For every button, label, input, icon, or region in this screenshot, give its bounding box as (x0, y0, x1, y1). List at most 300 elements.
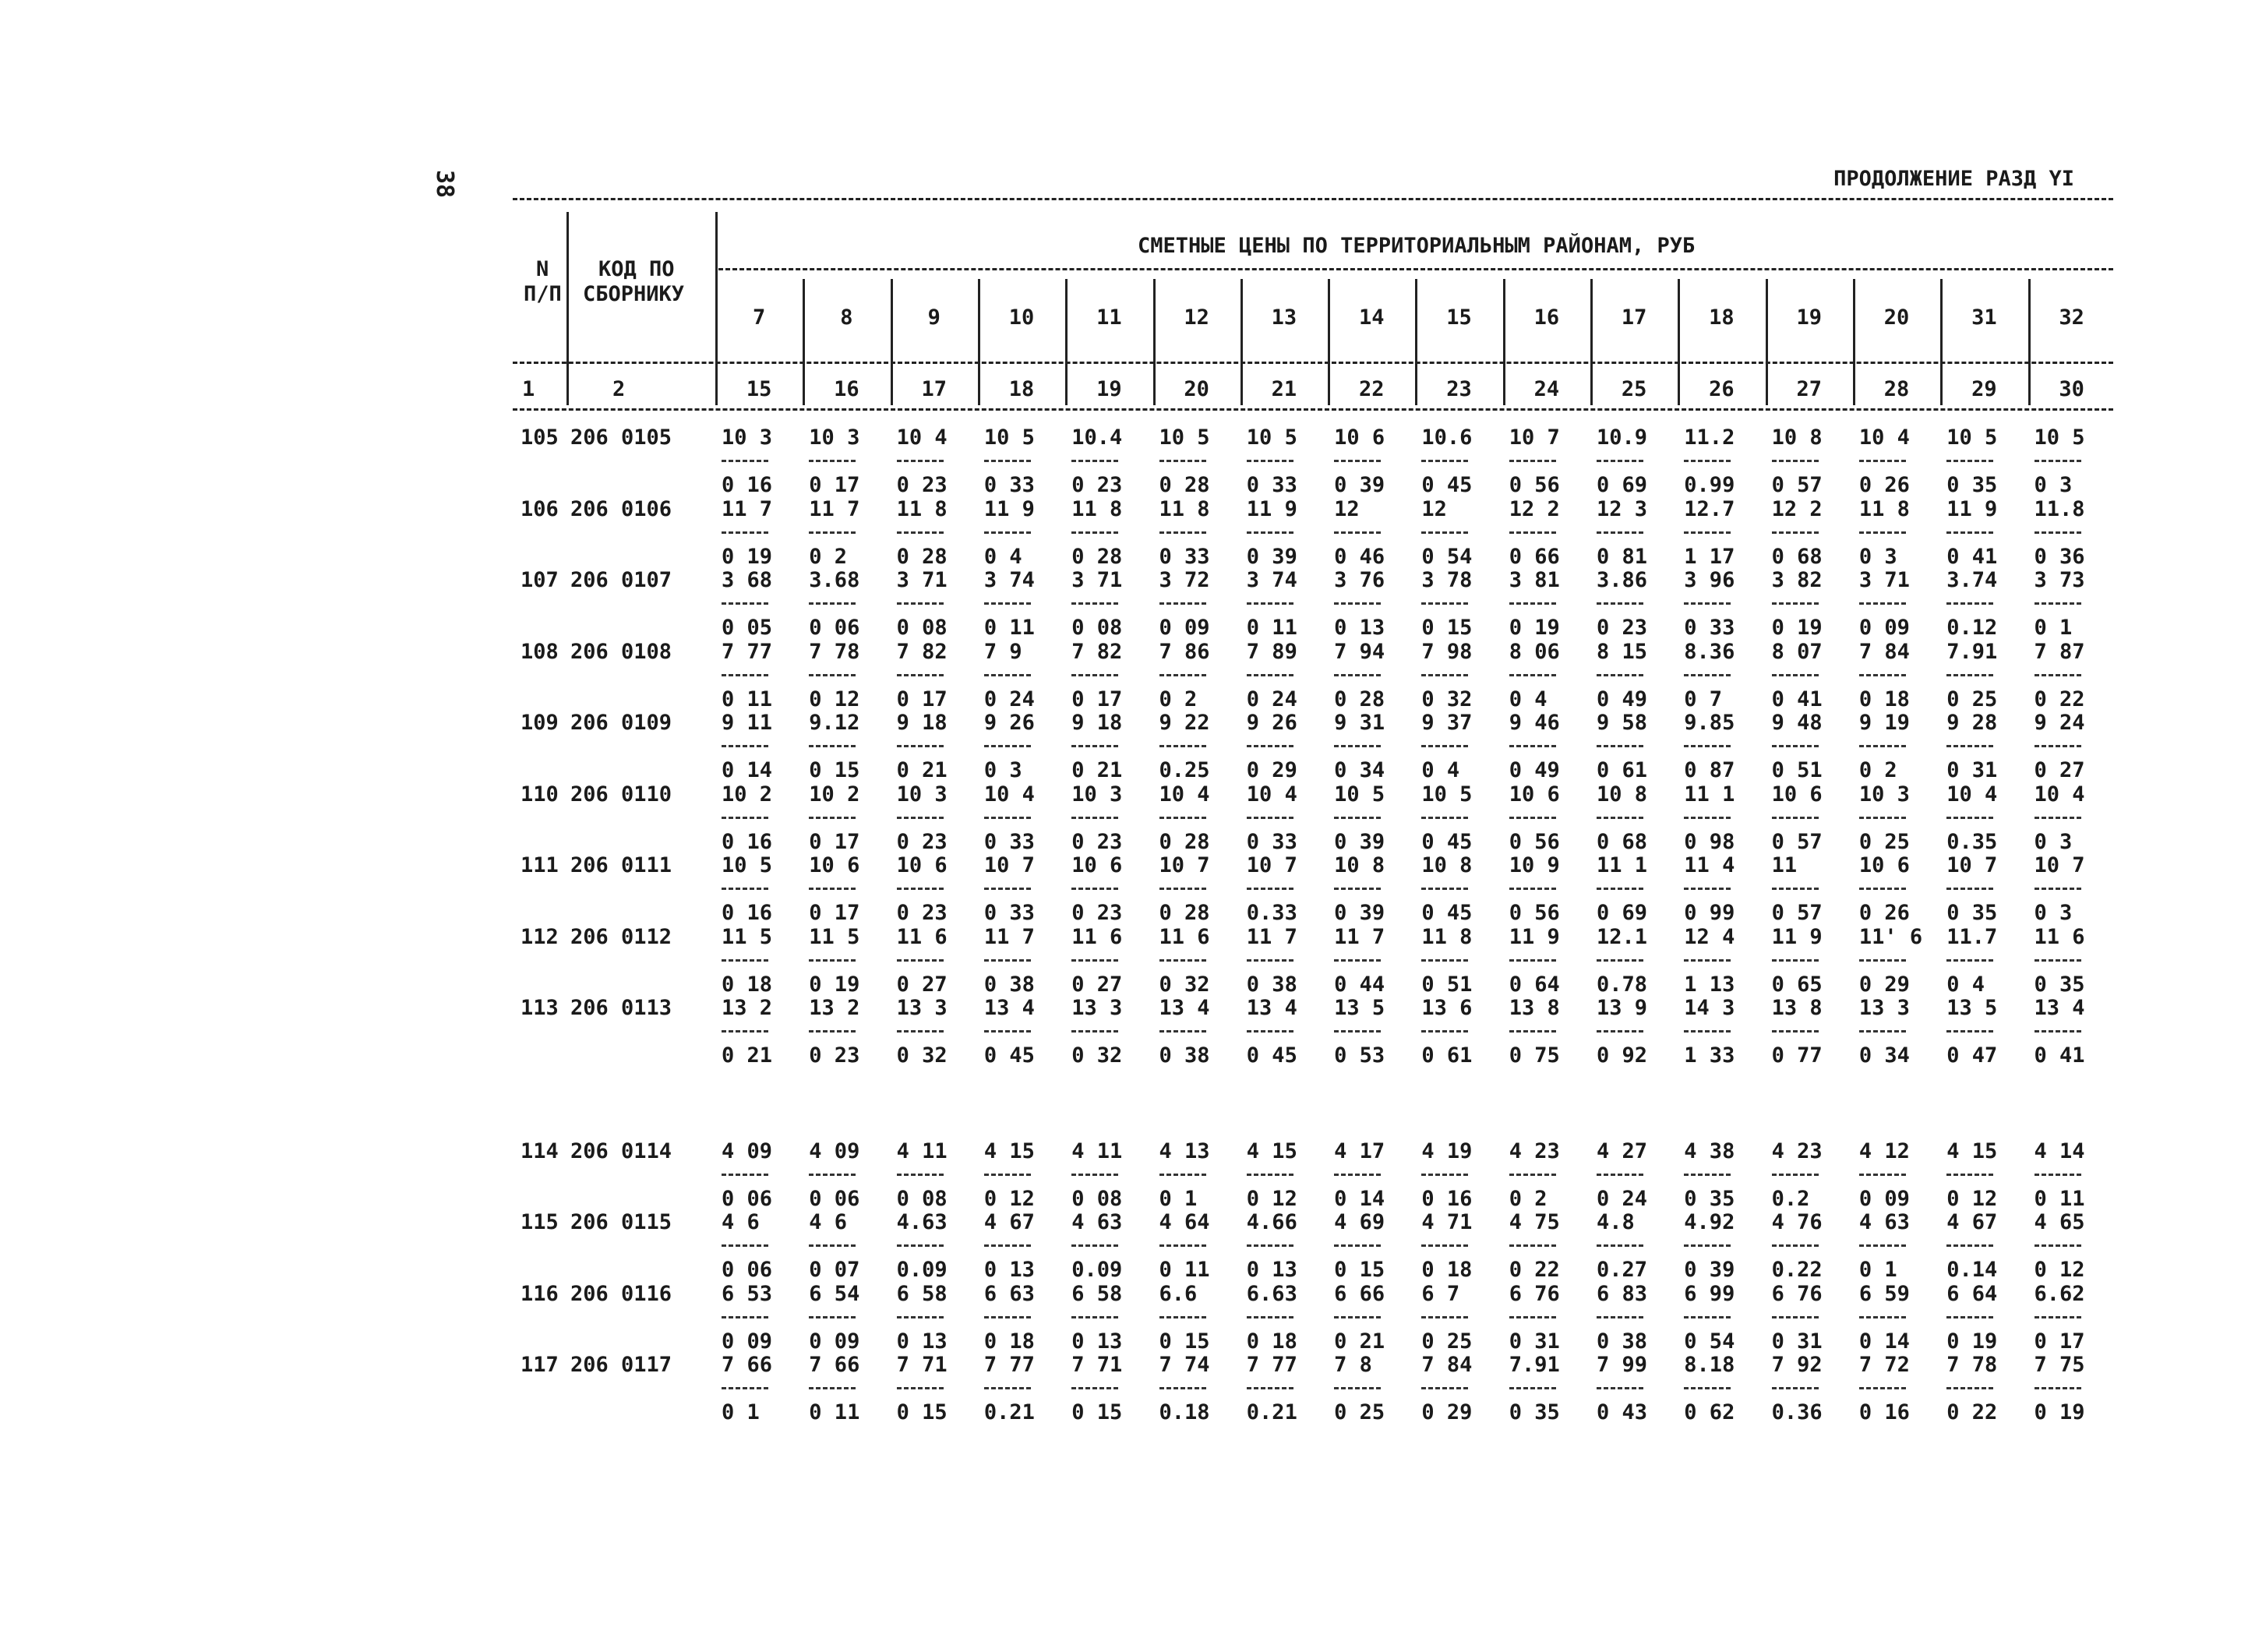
fraction-line (1334, 1316, 1381, 1318)
labor-value: 0 57 (1771, 901, 1823, 925)
labor-value: 0 09 (1858, 616, 1910, 640)
fraction-line (1772, 959, 1819, 962)
fraction-line (1684, 531, 1731, 534)
fraction-line (897, 1030, 944, 1032)
fraction-line (1334, 1244, 1381, 1247)
fraction-line (1859, 1244, 1906, 1247)
labor-value: 0 21 (722, 1043, 773, 1068)
fraction-line (984, 1174, 1031, 1176)
labor-value: 0 35 (1684, 1186, 1735, 1211)
price-value: 8 06 (1509, 639, 1560, 664)
price-value: 7 86 (1159, 639, 1210, 664)
price-value: 7 92 (1771, 1353, 1823, 1377)
price-value: 13 5 (1334, 996, 1385, 1020)
column-divider (2028, 279, 2031, 405)
labor-value: 0 16 (1421, 1186, 1473, 1211)
labor-value: 0.2 (1771, 1186, 1810, 1211)
labor-value: 0 09 (722, 1329, 773, 1354)
labor-value: 0 29 (1858, 972, 1910, 997)
fraction-line (1859, 1316, 1906, 1318)
price-value: 11 (1771, 853, 1798, 877)
fraction-line (1684, 1030, 1731, 1032)
fraction-line (1509, 1244, 1556, 1247)
price-value: 4 14 (2034, 1138, 2085, 1163)
price-value: 3.86 (1597, 568, 1648, 592)
fraction-line (2035, 531, 2081, 534)
labor-value: 0 51 (1771, 758, 1823, 782)
price-value: 7 99 (1597, 1353, 1648, 1377)
labor-value: 0 45 (1421, 473, 1473, 497)
fraction-line (1772, 531, 1819, 534)
labor-value: 0 23 (896, 473, 948, 497)
fraction-line (1772, 1316, 1819, 1318)
price-value: 12 4 (1684, 924, 1735, 949)
price-value: 4.8 (1597, 1210, 1635, 1234)
column-divider (1065, 279, 1068, 405)
labor-value: 0 69 (1597, 473, 1648, 497)
fraction-line (1597, 1030, 1643, 1032)
labor-value: 0 15 (809, 758, 860, 782)
fraction-line (1247, 602, 1293, 605)
labor-value: 0 08 (1071, 1186, 1123, 1211)
column-number: 23 (1446, 377, 1472, 401)
price-value: 7 82 (1071, 639, 1123, 664)
labor-value: 0 62 (1684, 1400, 1735, 1424)
price-value: 7 66 (809, 1353, 860, 1377)
price-value: 10 3 (1071, 782, 1123, 807)
labor-value: 0 35 (1946, 901, 1998, 925)
labor-value: 0 38 (1159, 1043, 1210, 1068)
price-value: 10 8 (1334, 853, 1385, 877)
price-value: 7 78 (1946, 1353, 1998, 1377)
price-value: 6 64 (1946, 1281, 1998, 1306)
fraction-line (1421, 460, 1468, 462)
row-code: 206 0113 (570, 996, 672, 1020)
fraction-line (2035, 1174, 2081, 1176)
price-value: 11 7 (809, 496, 860, 521)
price-value: 12 (1334, 496, 1360, 521)
price-value: 11 1 (1597, 853, 1648, 877)
labor-value: 0 16 (722, 829, 773, 854)
labor-value: 0 49 (1597, 687, 1648, 711)
column-divider (1766, 279, 1768, 405)
labor-value: 0 28 (1159, 829, 1210, 854)
labor-value: 0.36 (1771, 1400, 1823, 1424)
fraction-line (1334, 674, 1381, 676)
column-divider (566, 212, 569, 405)
price-value: 4 6 (722, 1210, 760, 1234)
fraction-line (1859, 888, 1906, 890)
price-value: 7 98 (1421, 639, 1473, 664)
labor-value: 0.14 (1946, 1258, 1998, 1282)
price-value: 10 2 (809, 782, 860, 807)
labor-value: 0 4 (1421, 758, 1460, 782)
price-value: 7 9 (983, 639, 1022, 664)
fraction-line (1859, 1030, 1906, 1032)
fraction-line (1509, 745, 1556, 747)
labor-value: 0 4 (1509, 687, 1548, 711)
fraction-line (1946, 745, 1993, 747)
price-value: 7 77 (722, 639, 773, 664)
price-value: 3 72 (1159, 568, 1210, 592)
fraction-line (809, 602, 856, 605)
fraction-line (1597, 602, 1643, 605)
labor-value: 0 06 (809, 1186, 860, 1211)
fraction-line (1946, 460, 1993, 462)
fraction-line (1334, 531, 1381, 534)
labor-value: 0 2 (809, 544, 848, 569)
labor-value: 0 68 (1597, 829, 1648, 854)
price-value: 10 8 (1771, 425, 1823, 450)
price-value: 6 58 (1071, 1281, 1123, 1306)
price-value: 10 4 (896, 425, 948, 450)
price-value: 3 73 (2034, 568, 2085, 592)
fraction-line (1946, 1387, 1993, 1389)
column-number: 29 (1971, 377, 1997, 401)
labor-value: 0 39 (1334, 829, 1385, 854)
fraction-line (1597, 1316, 1643, 1318)
labor-value: 0 28 (1159, 901, 1210, 925)
fraction-line (1684, 745, 1731, 747)
labor-value: 0 35 (1946, 473, 1998, 497)
price-value: 13 3 (1858, 996, 1910, 1020)
fraction-line (2035, 460, 2081, 462)
labor-value: 0 24 (1246, 687, 1297, 711)
labor-value: 0 15 (1334, 1258, 1385, 1282)
price-value: 11 1 (1684, 782, 1735, 807)
fraction-line (2035, 1316, 2081, 1318)
labor-value: 0 22 (1946, 1400, 1998, 1424)
labor-value: 0 07 (809, 1258, 860, 1282)
fraction-line (1509, 888, 1556, 890)
price-value: 10 4 (2034, 782, 2085, 807)
price-value: 10 5 (1159, 425, 1210, 450)
fraction-line (1684, 1316, 1731, 1318)
price-value: 8 15 (1597, 639, 1648, 664)
fraction-line (1247, 888, 1293, 890)
fraction-line (809, 674, 856, 676)
labor-value: 0 32 (1071, 1043, 1123, 1068)
column-divider (978, 279, 980, 405)
column-divider (1503, 279, 1505, 405)
labor-value: 0 24 (983, 687, 1035, 711)
fraction-line (1071, 1316, 1118, 1318)
labor-value: 0 61 (1421, 1043, 1473, 1068)
fraction-line (897, 745, 944, 747)
price-value: 6 63 (983, 1281, 1035, 1306)
fraction-line (1247, 817, 1293, 819)
price-value: 6 58 (896, 1281, 948, 1306)
labor-value: 0 05 (722, 616, 773, 640)
price-value: 7 82 (896, 639, 948, 664)
fraction-line (1772, 674, 1819, 676)
column-number: 15 (746, 377, 772, 401)
price-value: 7 78 (809, 639, 860, 664)
price-value: 10 4 (1946, 782, 1998, 807)
labor-value: 0 17 (809, 901, 860, 925)
row-number: 115 (521, 1210, 559, 1234)
fraction-line (1334, 1387, 1381, 1389)
labor-value: 0 17 (2034, 1329, 2085, 1354)
labor-value: 0 23 (1071, 901, 1123, 925)
fraction-line (1684, 888, 1731, 890)
fraction-line (2035, 1387, 2081, 1389)
fraction-line (1334, 817, 1381, 819)
price-value: 10 9 (1509, 853, 1560, 877)
column-number: 17 (921, 377, 947, 401)
labor-value: 0 11 (809, 1400, 860, 1424)
labor-value: 0 34 (1334, 758, 1385, 782)
price-value: 8.36 (1684, 639, 1735, 664)
price-value: 11 9 (1771, 924, 1823, 949)
labor-value: 0 13 (1246, 1258, 1297, 1282)
fraction-line (1071, 888, 1118, 890)
labor-value: 0 25 (1421, 1329, 1473, 1354)
labor-value: 0.78 (1597, 972, 1648, 997)
labor-value: 0.12 (1946, 616, 1998, 640)
fraction-line (984, 745, 1031, 747)
price-value: 11 6 (1159, 924, 1210, 949)
district-header: 14 (1358, 305, 1385, 330)
labor-value: 0 29 (1421, 1400, 1473, 1424)
labor-value: 0 22 (1509, 1258, 1560, 1282)
labor-value: 0 53 (1334, 1043, 1385, 1068)
labor-value: 0.09 (1071, 1258, 1123, 1282)
fraction-line (1421, 1030, 1468, 1032)
labor-value: 0 28 (1159, 473, 1210, 497)
price-value: 9 58 (1597, 711, 1648, 735)
labor-value: 0 3 (2034, 901, 2073, 925)
price-value: 4 19 (1421, 1138, 1473, 1163)
price-value: 9 24 (2034, 711, 2085, 735)
header-group-title: СМЕТНЫЕ ЦЕНЫ ПО ТЕРРИТОРИАЛЬНЫМ РАЙОНАМ, РУБ (1138, 234, 1696, 258)
fraction-line (1597, 674, 1643, 676)
labor-value: 0 33 (1246, 473, 1297, 497)
price-value: 9 46 (1509, 711, 1560, 735)
price-value: 4 63 (1071, 1210, 1123, 1234)
labor-value: 0 46 (1334, 544, 1385, 569)
price-value: 10 5 (1946, 425, 1998, 450)
labor-value: 0 41 (2034, 1043, 2085, 1068)
fraction-line (722, 888, 768, 890)
price-value: 4 09 (809, 1138, 860, 1163)
labor-value: 0 11 (983, 616, 1035, 640)
labor-value: 0 19 (809, 972, 860, 997)
fraction-line (722, 817, 768, 819)
header-colnum-1: 1 (522, 377, 535, 401)
fraction-line (1421, 1244, 1468, 1247)
fraction-line (897, 1244, 944, 1247)
fraction-line (1334, 745, 1381, 747)
price-value: 7.91 (1509, 1353, 1560, 1377)
labor-value: 0 12 (1946, 1186, 1998, 1211)
price-value: 3 82 (1771, 568, 1823, 592)
fraction-line (897, 1387, 944, 1389)
price-value: 6 76 (1509, 1281, 1560, 1306)
fraction-line (1859, 959, 1906, 962)
price-value: 11.2 (1684, 425, 1735, 450)
fraction-line (722, 1387, 768, 1389)
price-value: 4 69 (1334, 1210, 1385, 1234)
price-value: 11 8 (1858, 496, 1910, 521)
column-divider (1590, 279, 1593, 405)
fraction-line (897, 674, 944, 676)
fraction-line (1159, 1387, 1206, 1389)
labor-value: 0 1 (722, 1400, 760, 1424)
price-value: 6.63 (1246, 1281, 1297, 1306)
price-value: 9 31 (1334, 711, 1385, 735)
labor-value: 0.99 (1684, 473, 1735, 497)
labor-value: 0 17 (809, 829, 860, 854)
price-value: 10 4 (1858, 425, 1910, 450)
fraction-line (897, 888, 944, 890)
price-value: 9.12 (809, 711, 860, 735)
fraction-line (1859, 1174, 1906, 1176)
labor-value: 0 18 (983, 1329, 1035, 1354)
price-value: 10 6 (896, 853, 948, 877)
fraction-line (1946, 674, 1993, 676)
column-divider (1328, 279, 1330, 405)
price-value: 11 7 (983, 924, 1035, 949)
fraction-line (1597, 888, 1643, 890)
price-value: 9 18 (1071, 711, 1123, 735)
price-value: 3 78 (1421, 568, 1473, 592)
fraction-line (722, 959, 768, 962)
row-code: 206 0111 (570, 853, 672, 877)
header-top-rule (513, 198, 2113, 200)
fraction-line (1071, 1030, 1118, 1032)
fraction-line (2035, 674, 2081, 676)
fraction-line (1421, 1316, 1468, 1318)
labor-value: 0 49 (1509, 758, 1560, 782)
fraction-line (1772, 888, 1819, 890)
fraction-line (1684, 817, 1731, 819)
fraction-line (1597, 1244, 1643, 1247)
fraction-line (722, 1030, 768, 1032)
row-number: 113 (521, 996, 559, 1020)
labor-value: 0 92 (1597, 1043, 1648, 1068)
fraction-line (1859, 1387, 1906, 1389)
fraction-line (1159, 1174, 1206, 1176)
fraction-line (1772, 745, 1819, 747)
fraction-line (1159, 602, 1206, 605)
fraction-line (1421, 817, 1468, 819)
price-value: 4 63 (1858, 1210, 1910, 1234)
price-value: 4.66 (1246, 1210, 1297, 1234)
fraction-line (1071, 460, 1118, 462)
price-value: 11 8 (1071, 496, 1123, 521)
fraction-line (809, 1174, 856, 1176)
labor-value: 0 06 (722, 1186, 773, 1211)
group-rule (718, 268, 2113, 270)
price-value: 11' 6 (1858, 924, 1923, 949)
price-value: 11 8 (896, 496, 948, 521)
district-header: 19 (1796, 305, 1822, 330)
labor-value: 0 28 (896, 544, 948, 569)
price-value: 10 7 (1159, 853, 1210, 877)
fraction-line (1247, 674, 1293, 676)
column-divider (891, 279, 893, 405)
labor-value: 0 57 (1771, 473, 1823, 497)
column-divider (1240, 279, 1243, 405)
labor-value: 0 19 (2034, 1400, 2085, 1424)
labor-value: 0 23 (1071, 829, 1123, 854)
price-value: 10 7 (1509, 425, 1560, 450)
column-number: 25 (1621, 377, 1647, 401)
price-value: 11.8 (2034, 496, 2085, 521)
price-value: 11 7 (722, 496, 773, 521)
fraction-line (1772, 602, 1819, 605)
fraction-line (1859, 745, 1906, 747)
column-number: 16 (834, 377, 859, 401)
row-number: 117 (521, 1353, 559, 1377)
fraction-line (722, 602, 768, 605)
fraction-line (1772, 1174, 1819, 1176)
price-value: 6 7 (1421, 1281, 1460, 1306)
labor-value: 0 17 (896, 687, 948, 711)
labor-value: 0 09 (809, 1329, 860, 1354)
price-value: 3 74 (983, 568, 1035, 592)
fraction-line (1247, 1244, 1293, 1247)
district-header: 32 (2059, 305, 2084, 330)
labor-value: 0 16 (722, 901, 773, 925)
price-value: 10 5 (722, 853, 773, 877)
fraction-line (1509, 1174, 1556, 1176)
price-value: 9 18 (896, 711, 948, 735)
labor-value: 0 31 (1946, 758, 1998, 782)
column-number: 26 (1709, 377, 1735, 401)
price-value: 3.74 (1946, 568, 1998, 592)
labor-value: 0.25 (1159, 758, 1210, 782)
price-value: 12 2 (1771, 496, 1823, 521)
price-value: 4 23 (1771, 1138, 1823, 1163)
price-value: 3 71 (1071, 568, 1123, 592)
price-value: 8.18 (1684, 1353, 1735, 1377)
labor-value: 0 23 (896, 829, 948, 854)
price-value: 6 53 (722, 1281, 773, 1306)
labor-value: 0 25 (1946, 687, 1998, 711)
fraction-line (1597, 460, 1643, 462)
price-value: 11 7 (1246, 924, 1297, 949)
price-value: 10 6 (1858, 853, 1910, 877)
fraction-line (1159, 1030, 1206, 1032)
fraction-line (1946, 1316, 1993, 1318)
fraction-line (1597, 817, 1643, 819)
row-code: 206 0107 (570, 568, 672, 592)
price-value: 10 4 (1246, 782, 1297, 807)
price-value: 12 2 (1509, 496, 1560, 521)
labor-value: 1 33 (1684, 1043, 1735, 1068)
labor-value: 0 35 (1509, 1400, 1560, 1424)
price-value: 12 3 (1597, 496, 1648, 521)
row-code: 206 0114 (570, 1138, 672, 1163)
fraction-line (1684, 959, 1731, 962)
price-value: 13 3 (896, 996, 948, 1020)
fraction-line (1334, 959, 1381, 962)
column-number: 27 (1796, 377, 1822, 401)
fraction-line (1946, 959, 1993, 962)
labor-value: 0 11 (722, 687, 773, 711)
fraction-line (984, 1244, 1031, 1247)
fraction-line (1247, 1316, 1293, 1318)
labor-value: 0 11 (1159, 1258, 1210, 1282)
district-header: 31 (1971, 305, 1997, 330)
price-value: 11 7 (1334, 924, 1385, 949)
fraction-line (1247, 745, 1293, 747)
labor-value: 0 27 (1071, 972, 1123, 997)
fraction-line (1421, 888, 1468, 890)
fraction-line (722, 1174, 768, 1176)
